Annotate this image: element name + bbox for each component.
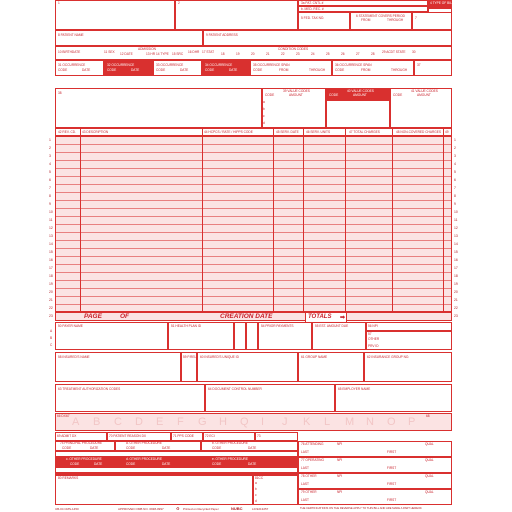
line-number-right: 22 [454, 306, 458, 310]
footer-license: LIC9213257 [252, 507, 269, 511]
line-number-right: 15 [454, 250, 458, 254]
fl71-pps-code[interactable] [171, 432, 203, 441]
line-number-left: 17 [49, 266, 53, 270]
col-sep-42 [80, 128, 81, 312]
line-number-right: 1 [454, 138, 456, 142]
fl71-label: 71 PPS CODE [173, 434, 194, 438]
fl39-value-codes[interactable] [262, 88, 326, 128]
fl2-label: 2 [178, 1, 180, 5]
line-number-left: 8 [49, 194, 51, 198]
fl36-code-label: CODE [335, 68, 345, 72]
fl5-label: 5 FED. TAX NO. [301, 16, 325, 20]
fl34-occurrence[interactable] [202, 60, 250, 76]
diagnosis-ghost-letter: K [303, 416, 311, 428]
fl57-label: 57 [368, 332, 372, 336]
fl60-label: 60 INSURED'S UNIQUE ID [200, 355, 239, 359]
diagnosis-ghost-letter: M [345, 416, 355, 428]
fl81-row-d: d [255, 499, 257, 503]
fl65-employer-name[interactable] [335, 384, 452, 412]
fl76-last-label: LAST [301, 450, 309, 454]
fl78-other[interactable] [298, 473, 452, 489]
fl32-label: 32 OCCURRENCE [107, 63, 135, 67]
footer-certification: THE CERTIFICATIONS ON THE REVERSE APPLY TO THIS BILL AND ARE MADE A PART HEREOF. [300, 507, 423, 510]
fl77-label: 77 OPERATING [301, 458, 324, 462]
fl36-from-label: FROM [361, 68, 371, 72]
diagnosis-ghost-letter: A [72, 416, 80, 428]
fl58-insured-name[interactable] [55, 352, 181, 382]
fl37-box[interactable] [414, 60, 452, 76]
line-number-right: 6 [454, 178, 456, 182]
fl78-last-label: LAST [301, 482, 309, 486]
admission-label: ADMISSION [138, 47, 156, 51]
fl81-row-c: c [255, 493, 257, 497]
fl63-label: 63 TREATMENT AUTHORIZATION CODES [58, 387, 121, 391]
line-number-right: 16 [454, 258, 458, 262]
fl81-code-code[interactable] [253, 475, 298, 505]
fl50-label: 50 PAYER NAME [58, 324, 83, 328]
fl51-label: 51 HEALTH PLAN ID [171, 324, 202, 328]
fl41-value-codes[interactable] [390, 88, 452, 128]
diagnosis-ghost-letter: Q [240, 416, 249, 428]
fl66-label: 66 DX [57, 414, 66, 418]
fl48-label: 48 NON-COVERED CHARGES [396, 130, 441, 134]
fl78-qual-label: QUAL [425, 474, 434, 478]
fl77-npi-label: NPI [337, 458, 343, 462]
fl34-code-label: CODE [205, 68, 215, 72]
fl57-other-prv-id[interactable] [366, 331, 452, 350]
fl69-label: 69 ADMIT DX [57, 434, 77, 438]
footer-form-id: UB-04 CMS-1450 [55, 507, 79, 511]
footer-approved: APPROVED OMB NO. 0938-0997 [118, 507, 164, 511]
fl40-value-entries[interactable] [326, 100, 390, 128]
line-23-number-right: 23 [454, 314, 458, 318]
line-number-right: 5 [454, 170, 456, 174]
fl30-label: 30 [412, 50, 416, 54]
line-number-right: 12 [454, 226, 458, 230]
fl13-label: 13 HR [146, 52, 156, 56]
fl74a-code-label: CODE [126, 446, 136, 450]
fl40-code-label: CODE [329, 93, 339, 97]
fl40-amount-label: AMOUNT [353, 93, 367, 97]
diagnosis-ghost-letter: I [261, 416, 265, 428]
value-row-a: a [263, 100, 265, 104]
line-number-left: 4 [49, 162, 51, 166]
fl61-group-name[interactable] [298, 352, 364, 382]
fl4-label: 4 TYPE OF BILL [430, 1, 454, 5]
col-sep-43 [202, 128, 203, 312]
fl78-first-label: FIRST [387, 482, 397, 486]
fl65-label: 65 EMPLOYER NAME [338, 387, 371, 391]
fl25-label: 25 [326, 52, 330, 56]
fl42-label: 42 REV. CD. [58, 130, 76, 134]
fl35-through-label: THROUGH [309, 68, 326, 72]
line-number-right: 14 [454, 242, 458, 246]
fl36-occurrence-span[interactable] [332, 60, 414, 76]
fl74c-code-label: CODE [70, 462, 80, 466]
fl19-label: 19 [236, 52, 240, 56]
fl31-code-label: CODE [58, 68, 68, 72]
fl74e-other-procedure[interactable] [201, 457, 298, 467]
totals-arrow-icon: ➡ [339, 315, 345, 321]
fl68-label: 68 [426, 414, 430, 418]
fl74c-label: c. OTHER PROCEDURE [66, 457, 102, 461]
fl74a-date-label: DATE [162, 446, 171, 450]
fl6-through-label: THROUGH [387, 18, 404, 22]
fl20-label: 20 [251, 52, 255, 56]
line-number-left: 15 [49, 250, 53, 254]
line-number-right: 19 [454, 282, 458, 286]
fl36-label: 36 OCCURRENCE SPAN [335, 63, 372, 67]
line-number-right: 8 [454, 194, 456, 198]
fl74d-other-procedure[interactable] [115, 457, 201, 467]
fl79-label: 79 OTHER [301, 490, 317, 494]
fl35-label: 35 OCCURRENCE SPAN [253, 63, 290, 67]
fl69-admit-dx[interactable] [55, 432, 107, 441]
fl22-label: 22 [281, 52, 285, 56]
fl46-label: 46 SERV. UNITS [306, 130, 331, 134]
fl79-npi-label: NPI [337, 490, 343, 494]
fl56-npi[interactable] [366, 322, 452, 331]
fl74-date-label: DATE [90, 446, 99, 450]
fl74e-label: e. OTHER PROCEDURE [212, 457, 248, 461]
line-number-left: 19 [49, 282, 53, 286]
line-number-left: 12 [49, 226, 53, 230]
fl77-qual-label: QUAL [425, 458, 434, 462]
diagnosis-ghost-letter: O [387, 416, 396, 428]
fl49-label: 49 [445, 130, 449, 134]
fl74d-code-label: CODE [126, 462, 136, 466]
fl45-label: 45 SERV. DATE [276, 130, 299, 134]
fl11-label: 11 SEX [104, 50, 115, 54]
fl55-label: 55 EST. AMOUNT DUE [315, 324, 349, 328]
fl41-amount-label: AMOUNT [417, 93, 431, 97]
fl76-label: 76 ATTENDING [301, 442, 324, 446]
fl58-label: 58 INSURED'S NAME [58, 355, 90, 359]
fl39-label: 39 VALUE CODES [283, 89, 310, 93]
payer-row-a: A [50, 329, 53, 333]
fl77-first-label: FIRST [387, 466, 397, 470]
fl32-code-label: CODE [107, 68, 117, 72]
diagnosis-ghost-letter: H [219, 416, 227, 428]
fl5-fed-tax-no[interactable] [298, 12, 350, 30]
fl74b-date-label: DATE [248, 446, 257, 450]
fl64-label: 64 DOCUMENT CONTROL NUMBER [208, 387, 262, 391]
col-sep-47 [392, 128, 393, 312]
fl74b-label: b. OTHER PROCEDURE [212, 441, 248, 445]
fl73-label: 73 [257, 434, 261, 438]
fl73-box[interactable] [255, 432, 298, 441]
diagnosis-ghost-letter: J [282, 416, 288, 428]
fl81-label: 81CC [255, 476, 264, 480]
fl78-label: 78 OTHER [301, 474, 317, 478]
fl59-label: 59 P.REL [183, 355, 197, 359]
diagnosis-ghost-letter: C [114, 416, 122, 428]
fl76-first-label: FIRST [387, 450, 397, 454]
fl35-code-label: CODE [253, 68, 263, 72]
fl38-label: 38 [58, 91, 62, 95]
fl74e-date-label: DATE [248, 462, 257, 466]
fl41-label: 41 VALUE CODES [411, 89, 438, 93]
footer-recycled: Printed on Recycled Paper [183, 507, 219, 511]
fl6-statement-period[interactable] [350, 12, 412, 30]
fl9-patient-address[interactable] [203, 30, 452, 46]
line-number-right: 21 [454, 298, 458, 302]
diagnosis-ghost-letter: E [156, 416, 164, 428]
fl50-payer-name[interactable] [55, 322, 168, 350]
fl70-label: 70 PATIENT REASON DX [109, 434, 147, 438]
line-number-right: 13 [454, 234, 458, 238]
line-number-left: 7 [49, 186, 51, 190]
value-row-d: d [263, 121, 265, 125]
diagnosis-ghost-letter: P [408, 416, 416, 428]
fl33-code-label: CODE [156, 68, 166, 72]
fl38-responsible-party[interactable] [55, 88, 262, 128]
diagnosis-ghost-letter: L [324, 416, 331, 428]
line-number-left: 9 [49, 202, 51, 206]
fl79-qual-label: QUAL [425, 490, 434, 494]
fl27-label: 27 [356, 52, 360, 56]
fl72-eci[interactable] [203, 432, 255, 441]
fl51-health-plan[interactable] [168, 322, 234, 350]
fl54-prior-payments[interactable] [258, 322, 312, 350]
value-row-b: b [263, 107, 265, 111]
line-number-right: 20 [454, 290, 458, 294]
recycle-icon: ♻ [176, 506, 180, 511]
fl47-label: 47 TOTAL CHARGES [349, 130, 380, 134]
fl74e-code-label: CODE [212, 462, 222, 466]
fl44-label: 44 HCPCS / RATE / HIPPS CODE [204, 130, 253, 134]
fl43-label: 43 DESCRIPTION [82, 130, 109, 134]
line-23-number: 23 [49, 314, 53, 318]
fl8-patient-name[interactable] [55, 30, 203, 46]
fl40-label: 40 VALUE CODES [347, 89, 374, 93]
fl15-label: 15 SRC [172, 52, 184, 56]
fl54-label: 54 PRIOR PAYMENTS [261, 324, 294, 328]
fl61-label: 61 GROUP NAME [301, 355, 328, 359]
line-number-left: 11 [49, 218, 53, 222]
fl33-date-label: DATE [180, 68, 189, 72]
line-number-left: 5 [49, 170, 51, 174]
fl74a-label: a. OTHER PROCEDURE [126, 441, 162, 445]
fl6-label: 6 STATEMENT COVERS PERIOD [356, 14, 405, 18]
diagnosis-ghost-letter: D [135, 416, 143, 428]
fl74c-date-label: DATE [94, 462, 103, 466]
fl76-qual-label: QUAL [425, 442, 434, 446]
fl10-label: 10 BIRTHDATE [58, 50, 81, 54]
fl1-label: 1 [58, 1, 60, 5]
line-number-left: 1 [49, 138, 51, 142]
condition-codes-label: CONDITION CODES [278, 47, 309, 51]
fl1-provider-box[interactable] [55, 0, 175, 30]
fl74a-other-procedure[interactable] [115, 441, 201, 451]
fl23-label: 23 [296, 52, 300, 56]
fl60-insured-id[interactable] [197, 352, 298, 382]
of-label: OF [120, 313, 130, 320]
line-number-right: 10 [454, 210, 458, 214]
fl29-label: 29 ACDT STATE [382, 50, 406, 54]
fl56-label: 56 NPI [368, 324, 378, 328]
fl37-label: 37 [417, 63, 421, 67]
fl34-date-label: DATE [229, 68, 238, 72]
fl40-value-codes[interactable] [326, 88, 390, 100]
fl3b-label: b. MED. REC. # [301, 7, 324, 11]
col-sep-44 [273, 128, 274, 312]
fl33-label: 33 OCCURRENCE [156, 63, 184, 67]
col-sep-46 [345, 128, 346, 312]
line-number-right: 3 [454, 154, 456, 158]
fl63-treatment-auth[interactable] [55, 384, 205, 412]
fl7-label: 7 [415, 16, 417, 20]
fl79-last-label: LAST [301, 498, 309, 502]
fl57-prvid-label: PRV ID [368, 344, 379, 348]
line-number-left: 10 [49, 210, 53, 214]
line-number-left: 20 [49, 290, 53, 294]
fl41-code-label: CODE [393, 93, 403, 97]
line-23-row [55, 312, 452, 321]
fl17-label: 17 STAT [202, 50, 215, 54]
fl33-occurrence[interactable] [153, 60, 202, 76]
fl74-code-label: CODE [62, 446, 72, 450]
page-label: PAGE [84, 313, 102, 320]
fl57-other-label: OTHER [368, 337, 380, 341]
admission-row [55, 46, 452, 60]
fl74b-other-procedure[interactable] [201, 441, 298, 451]
creation-date-label: CREATION DATE [220, 313, 273, 320]
fl70-patient-reason-dx[interactable] [107, 432, 171, 441]
payer-row-c: C [50, 343, 53, 347]
fl39-amount-label: AMOUNT [289, 93, 303, 97]
fl8-label: 8 PATIENT NAME [58, 33, 84, 37]
fl74c-other-procedure[interactable] [55, 457, 115, 467]
fl16-label: 16 DHR [188, 50, 200, 54]
line-number-left: 2 [49, 146, 51, 150]
fl3a-label: 3a PAT. CNTL # [301, 1, 324, 5]
fl36-through-label: THROUGH [391, 68, 408, 72]
value-row-c: c [263, 114, 265, 118]
fl28-label: 28 [371, 52, 375, 56]
fl4-type-of-bill[interactable] [428, 0, 452, 8]
fl32-date-label: DATE [131, 68, 140, 72]
line-number-right: 11 [454, 218, 458, 222]
fl80-remarks[interactable] [55, 475, 253, 505]
payer-row-b: B [50, 336, 53, 340]
line-number-right: 18 [454, 274, 458, 278]
fl31-occurrence[interactable] [55, 60, 104, 76]
fl21-label: 21 [266, 52, 270, 56]
line-number-right: 4 [454, 162, 456, 166]
fl79-first-label: FIRST [387, 498, 397, 502]
diagnosis-ghost-letter: F [177, 416, 184, 428]
fl74-principal-procedure[interactable] [55, 441, 115, 451]
fl59-patient-rel[interactable] [181, 352, 197, 382]
fl81-row-a: a [255, 481, 257, 485]
fl35-occurrence-span[interactable] [250, 60, 332, 76]
line-number-right: 2 [454, 146, 456, 150]
fl34-label: 34 OCCURRENCE [205, 63, 233, 67]
fl14-label: 14 TYPE [156, 52, 169, 56]
fl31-label: 31 OCCURRENCE [58, 63, 86, 67]
line-number-left: 16 [49, 258, 53, 262]
fl81-row-b: b [255, 487, 257, 491]
fl76-attending[interactable] [298, 441, 452, 457]
fl53-asg-ben[interactable] [246, 322, 258, 350]
fl24-label: 24 [311, 52, 315, 56]
fl72-label: 72 ECI [205, 434, 215, 438]
fl77-operating[interactable] [298, 457, 452, 473]
line-number-left: 21 [49, 298, 53, 302]
fl6-from-label: FROM [361, 18, 371, 22]
line-number-left: 3 [49, 154, 51, 158]
fl67-label: 67 [66, 414, 70, 418]
fl31-date-label: DATE [82, 68, 91, 72]
totals-label: TOTALS [308, 314, 332, 320]
fl80-label: 80 REMARKS [58, 476, 79, 480]
fl74-label: 74 PRINCIPAL PROCEDURE [60, 441, 103, 445]
line-number-right: 7 [454, 186, 456, 190]
fl12-label: 12 DATE [120, 52, 133, 56]
fl74d-date-label: DATE [162, 462, 171, 466]
line-number-left: 6 [49, 178, 51, 182]
fl64-document-control[interactable] [205, 384, 335, 412]
col-sep-45 [303, 128, 304, 312]
fl7-box[interactable] [412, 12, 452, 30]
fl9-label: 9 PATIENT ADDRESS [206, 33, 238, 37]
fl78-npi-label: NPI [337, 474, 343, 478]
fl55-est-amount-due[interactable] [312, 322, 366, 350]
fl52-rel-info[interactable] [234, 322, 246, 350]
diagnosis-ghost-letter: N [366, 416, 374, 428]
fl74d-label: d. OTHER PROCEDURE [126, 457, 162, 461]
fl77-last-label: LAST [301, 466, 309, 470]
fl62-insurance-group-no[interactable] [364, 352, 452, 382]
fl79-other[interactable] [298, 489, 452, 505]
fl35-from-label: FROM [279, 68, 289, 72]
fl74b-code-label: CODE [212, 446, 222, 450]
fl32-occurrence[interactable] [104, 60, 153, 76]
fl62-label: 62 INSURANCE GROUP NO. [367, 355, 410, 359]
fl18-label: 18 [221, 52, 225, 56]
line-number-right: 9 [454, 202, 456, 206]
fl76-npi-label: NPI [337, 442, 343, 446]
fl26-label: 26 [341, 52, 345, 56]
fl2-pay-to-box[interactable] [175, 0, 298, 30]
fl39-code-label: CODE [265, 93, 275, 97]
footer-nubc: NUBC [231, 506, 243, 511]
diagnosis-ghost-letter: B [93, 416, 101, 428]
line-number-left: 22 [49, 306, 53, 310]
col-sep-48 [443, 128, 444, 312]
line-number-left: 18 [49, 274, 53, 278]
line-number-left: 14 [49, 242, 53, 246]
diagnosis-ghost-letter: G [198, 416, 207, 428]
line-number-left: 13 [49, 234, 53, 238]
line-number-right: 17 [454, 266, 458, 270]
